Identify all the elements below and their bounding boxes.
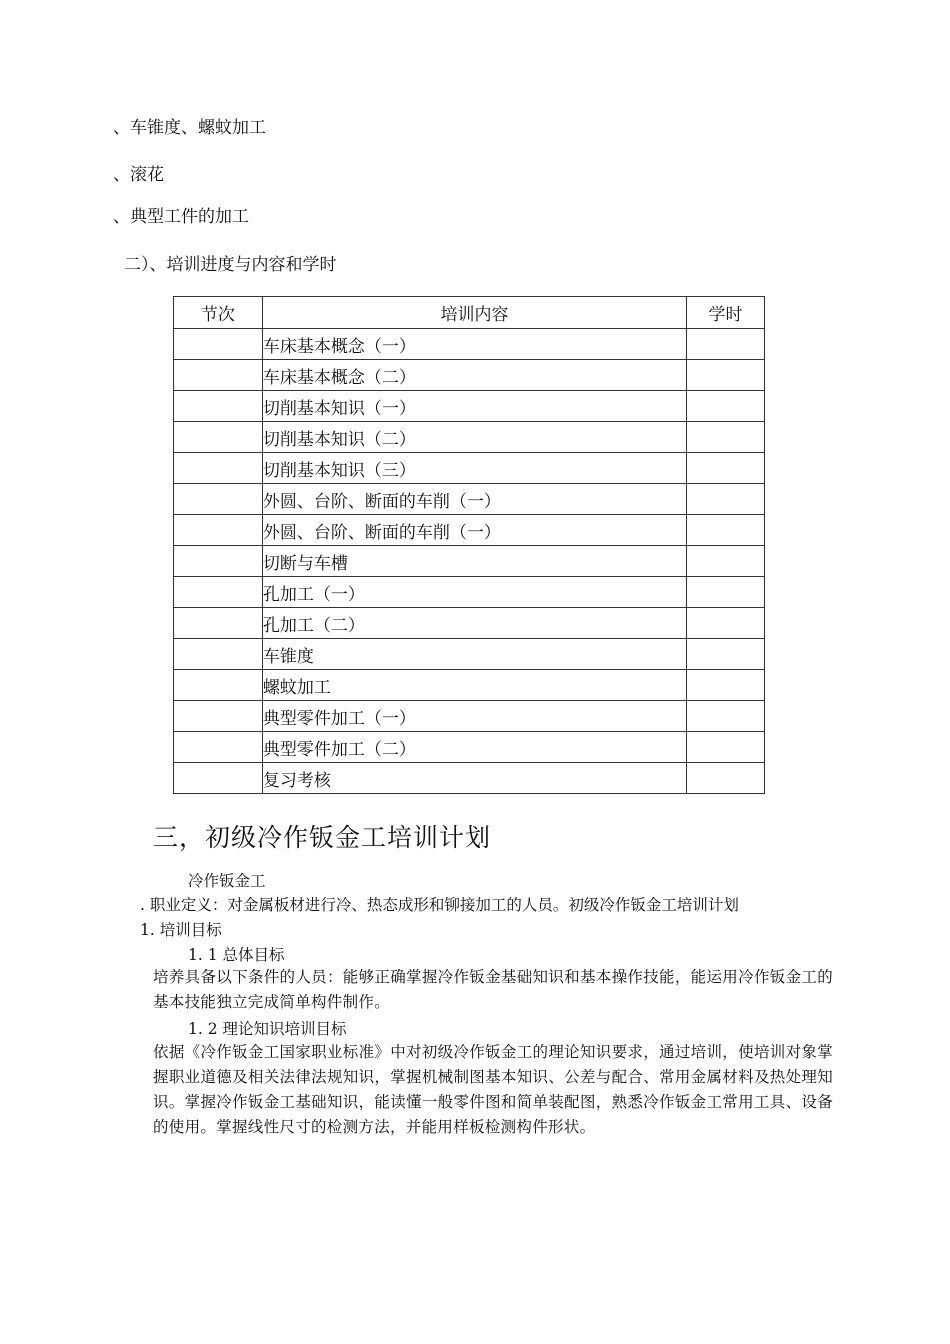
- hours-cell: [687, 608, 765, 639]
- job-name: 冷作钣金工: [188, 872, 266, 890]
- hours-cell: [687, 515, 765, 546]
- session-cell: [174, 453, 263, 484]
- hours-cell: [687, 422, 765, 453]
- session-cell: [174, 701, 263, 732]
- hours-cell: [687, 763, 765, 794]
- table-header-row: [174, 297, 765, 329]
- session-cell: [174, 732, 263, 763]
- session-cell: [174, 360, 263, 391]
- overall-goal-text: 培养具备以下条件的人员：能够正确掌握冷作钣金基础知识和基本操作技能，能运用冷作钣金工的基本技能独立完成简单构件制作。: [153, 968, 833, 1011]
- session-cell: [174, 639, 263, 670]
- table-row: [174, 701, 765, 732]
- table-row: [174, 670, 765, 701]
- hours-cell: [687, 670, 765, 701]
- training-schedule-table: [173, 296, 765, 794]
- session-cell: [174, 670, 263, 701]
- content-cell: 孔加工（二）: [262, 608, 686, 639]
- header-content: 培训内容: [262, 297, 686, 329]
- theory-goal-heading: 1. 2 理论知识培训目标: [188, 1020, 347, 1038]
- content-cell: 切削基本知识（二）: [262, 422, 686, 453]
- session-cell: [174, 546, 263, 577]
- table-row: [174, 608, 765, 639]
- session-cell: [174, 484, 263, 515]
- table-row: [174, 732, 765, 763]
- table-row: [174, 639, 765, 670]
- content-cell: 车床基本概念（二）: [262, 360, 686, 391]
- content-cell: 螺蚊加工: [262, 670, 686, 701]
- table-row: [174, 546, 765, 577]
- session-cell: [174, 422, 263, 453]
- hours-cell: [687, 453, 765, 484]
- table-row: [174, 391, 765, 422]
- hours-cell: [687, 546, 765, 577]
- table-row: [174, 515, 765, 546]
- session-cell: [174, 391, 263, 422]
- section-three-title: 三，初级冷作钣金工培训计划: [153, 823, 492, 852]
- content-cell: 切削基本知识（一）: [262, 391, 686, 422]
- table-row: [174, 422, 765, 453]
- header-session: 节次: [174, 297, 263, 329]
- content-cell: 车锥度: [262, 639, 686, 670]
- content-cell: 切断与车槽: [262, 546, 686, 577]
- list-item-typical-parts: 、典型工件的加工: [113, 207, 249, 227]
- goal-heading: 1. 培训目标: [140, 921, 222, 939]
- hours-cell: [687, 391, 765, 422]
- content-cell: 车床基本概念（一）: [262, 329, 686, 360]
- content-cell: 复习考核: [262, 763, 686, 794]
- session-cell: [174, 608, 263, 639]
- schedule-subheading: 二）、培训进度与内容和学时: [124, 255, 337, 275]
- content-cell: 典型零件加工（二）: [262, 732, 686, 763]
- list-item-knurling: 、滚花: [113, 165, 164, 185]
- hours-cell: [687, 639, 765, 670]
- hours-cell: [687, 360, 765, 391]
- table-row: [174, 360, 765, 391]
- session-cell: [174, 577, 263, 608]
- table-row: [174, 484, 765, 515]
- theory-goal-text: 依据《冷作钣金工国家职业标准》中对初级冷作钣金工的理论知识要求，通过培训，使培训对象掌握职业道德及相关法律法规知识，掌握机械制图基本知识、公差与配合、常用金属材料及热处理知识。掌握冷作钣金工基础知识，能读懂一般零件图和简单装配图，熟悉冷作钣金工常用工具、设备的使用。掌握线性尺寸的检测方法，并能用样板检测构件形状。: [153, 1043, 833, 1136]
- job-definition: . 职业定义：对金属板材进行冷、热态成形和铆接加工的人员。初级冷作钣金工培训计划: [140, 896, 739, 914]
- overall-goal-heading: 1. 1 总体目标: [188, 946, 285, 964]
- table-row: [174, 763, 765, 794]
- content-cell: 外圆、台阶、断面的车削（一）: [262, 515, 686, 546]
- content-cell: 典型零件加工（一）: [262, 701, 686, 732]
- table-row: [174, 577, 765, 608]
- hours-cell: [687, 329, 765, 360]
- hours-cell: [687, 577, 765, 608]
- session-cell: [174, 515, 263, 546]
- header-hours: 学时: [687, 297, 765, 329]
- content-cell: 外圆、台阶、断面的车削（一）: [262, 484, 686, 515]
- content-cell: 切削基本知识（三）: [262, 453, 686, 484]
- table-row: [174, 453, 765, 484]
- session-cell: [174, 763, 263, 794]
- list-item-taper-thread: 、车锥度、螺蚊加工: [113, 118, 266, 138]
- hours-cell: [687, 732, 765, 763]
- content-cell: 孔加工（一）: [262, 577, 686, 608]
- hours-cell: [687, 701, 765, 732]
- table-row: [174, 329, 765, 360]
- session-cell: [174, 329, 263, 360]
- hours-cell: [687, 484, 765, 515]
